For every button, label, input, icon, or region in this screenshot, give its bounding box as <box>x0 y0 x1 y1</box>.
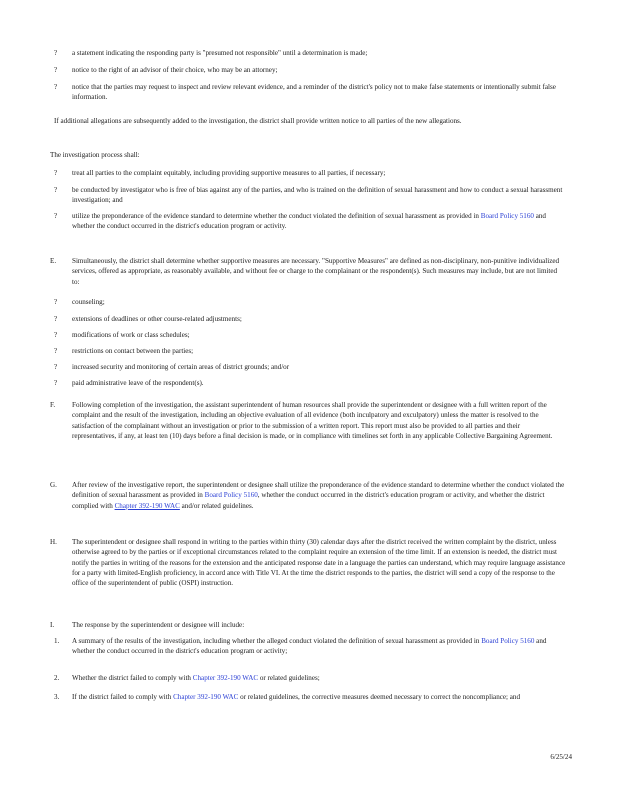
section-f-paragraph: Following completion of the investigation, the assistant superintendent of human resources shall provide the superintendent or designee with a full written report of the complaint and the result of the investigation, including an objective evaluation of all evidence (both inculpatory and exculpatory) unless the matter is resolved to the satisfaction of the complainant without an investigation or prior to the submission of a written report. This report must also be provided to all parties and their representatives, if any, at least ten (10) days before a final decision is made, or in compliance with timelines set forth in any applicable Collective Bargaining Agreement. <box>72 401 553 440</box>
section-e-paragraph: Simultaneously, the district shall determine whether supportive measures are necessary. "Supportive Measures" are defined as non-disciplinary, non-punitive individualized services, offered as appropriate, as reasonably available, and without fee or charge to the complainant or the respondent(s). Such measures may include, but are not limited to: <box>72 257 560 286</box>
bullet-marker: ? <box>54 315 58 323</box>
bullet-marker: ? <box>54 331 58 339</box>
top-bullet-2: notice to the right of an advisor of their choice, who may be an attorney; <box>72 66 278 74</box>
top-bullet-1: a statement indicating the responding party is "presumed not responsible" until a determination is made; <box>72 49 368 57</box>
supportive-measure-item: paid administrative leave of the respondent(s). <box>72 379 204 387</box>
response-item-text: or related guidelines; <box>259 674 320 682</box>
supportive-measure-item: extensions of deadlines or other course-related adjustments; <box>72 315 242 323</box>
chapter-392-190-wac-link[interactable]: Chapter 392-190 WAC <box>114 501 180 510</box>
bullet-marker: ? <box>54 298 58 306</box>
process-bullet-3 <box>72 211 566 232</box>
bullet-marker: ? <box>54 363 58 371</box>
response-item-3 <box>72 692 566 702</box>
board-policy-5160-link[interactable]: Board Policy 5160 <box>480 212 534 220</box>
supportive-measure-item: increased security and monitoring of certain areas of district grounds; and/or <box>72 363 290 371</box>
bullet-marker: ? <box>54 212 58 220</box>
chapter-392-190-wac-link[interactable]: Chapter 392-190 WAC <box>173 693 239 701</box>
supportive-measure-item: restrictions on contact between the parties; <box>72 347 194 355</box>
section-letter: E. <box>50 257 57 265</box>
board-policy-5160-link[interactable]: Board Policy 5160 <box>481 637 535 645</box>
response-item-2 <box>72 673 566 683</box>
bullet-marker: ? <box>54 66 58 74</box>
investigation-intro: The investigation process shall: <box>50 151 140 159</box>
supportive-measure-item: modifications of work or class schedules; <box>72 331 190 339</box>
bullet-marker: ? <box>54 347 58 355</box>
section-i-intro: The response by the superintendent or designee will include: <box>72 621 245 629</box>
board-policy-5160-link[interactable]: Board Policy 5160 <box>204 491 258 500</box>
response-item-text: A summary of the results of the investigation, including whether the alleged conduct violated the definition of sexual harassment as provided in <box>72 637 480 645</box>
section-letter: F. <box>50 401 56 409</box>
additional-allegations-paragraph: If additional allegations are subsequently added to the investigation, the district shall provide written notice to all parties of the new allegations. <box>54 117 462 125</box>
section-g-text-c: and/or related guidelines. <box>181 501 254 510</box>
process-bullet-1: treat all parties to the complaint equitably, including providing supportive measures to all parties, if necessary; <box>72 169 386 177</box>
top-bullet-3: notice that the parties may request to inspect and review relevant evidence, and a reminder of the district's policy not to make false statements or intentionally submit false information. <box>72 83 556 102</box>
response-item-text: or related guidelines, the corrective measures deemed necessary to correct the noncompliance; and <box>240 693 521 701</box>
response-item-text: and whether the conduct occurred in the district's education program or activity; <box>72 637 547 656</box>
section-g-text-a: After review of the investigative report, the superintendent or designee shall utilize the preponderance of the evidence standard to determine whether the conduct violated the definition of sexual harassment as provided in <box>72 481 565 500</box>
response-item-text: Whether the district failed to comply with <box>72 674 191 682</box>
bullet-marker: ? <box>54 83 58 91</box>
section-letter: I. <box>50 621 55 629</box>
chapter-392-190-wac-link[interactable]: Chapter 392-190 WAC <box>192 674 259 682</box>
process-bullet-2: be conducted by investigator who is free of bias against any of the parties, and who is trained on the definition of sexual harassment and how to conduct a sexual harassment investigation; and <box>72 186 563 205</box>
list-number: 1. <box>54 637 60 645</box>
bullet-marker: ? <box>54 169 58 177</box>
section-g-paragraph <box>72 480 566 511</box>
response-item-1 <box>72 636 566 657</box>
footer-date: 6/25/24 <box>550 753 572 761</box>
section-h-paragraph: The superintendent or designee shall respond in writing to the parties within thirty (30) calendar days after the district received the written complaint by the district, unless otherwise agreed to by the parties or if exceptional circumstances related to the complaint require an extension of the time limit. If an extension is needed, the district must notify the parties in writing of the reasons for the extension and the anticipated response date in a language the parties can understand, which may require language assistance for a party with limited-English proficiency, in accord ance with Title VI. At the time the district responds to the parties, the district will send a copy of the response to the office of the superintendent of public (OSPI) instruction. <box>72 538 566 588</box>
bullet-marker: ? <box>54 379 58 387</box>
bullet-marker: ? <box>54 186 58 194</box>
response-item-text: If the district failed to comply with <box>72 693 172 701</box>
process-bullet-3-text-b: and whether the conduct occurred in the district's education program or activity. <box>72 212 546 231</box>
supportive-measure-item: counseling; <box>72 298 105 306</box>
list-number: 3. <box>54 693 60 701</box>
process-bullet-3-text-a: utilize the preponderance of the evidence standard to determine whether the conduct violated the definition of sexual harassment as provided in <box>72 212 479 220</box>
bullet-marker: ? <box>54 49 58 57</box>
section-letter: H. <box>50 538 57 546</box>
list-number: 2. <box>54 674 60 682</box>
section-g-text-b: , whether the conduct occurred in the district's education program or activity, and whether the district complied with <box>72 491 545 510</box>
section-letter: G. <box>50 481 57 489</box>
